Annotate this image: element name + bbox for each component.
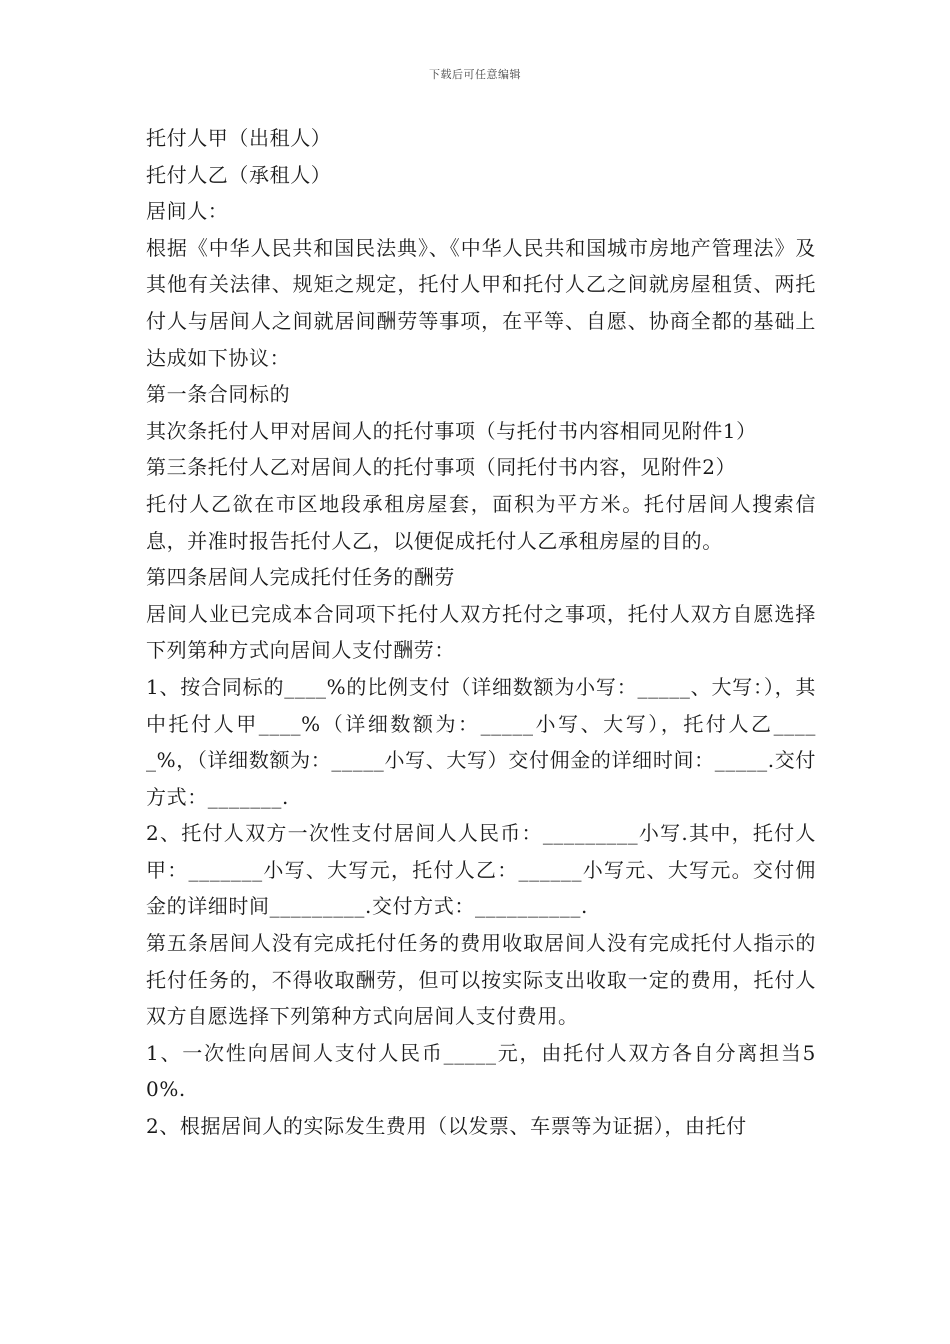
paragraph-party-b: 托付人乙（承租人）: [146, 162, 332, 187]
paragraph-preamble: 根据《中华人民共和国民法典》、《中华人民共和国城市房地产管理法》及其他有关法律、规矩之规定，托付人甲和托付人乙之间就房屋租赁、两托付人与居间人之间就居间酬劳等事项，在平等、自愿、协商全都的基础上达成如下协议：: [146, 235, 816, 370]
heading-article-4: 第四条居间人完成托付任务的酬劳: [146, 565, 455, 590]
heading-article-3: 第三条托付人乙对居间人的托付事项（同托付书内容，见附件2）: [146, 455, 737, 480]
paragraph-party-a: 托付人甲（出租人）: [146, 126, 332, 150]
heading-article-2: 其次条托付人甲对居间人的托付事项（与托付书内容相同见附件1）: [146, 418, 757, 443]
paragraph-article-5: 第五条居间人没有完成托付任务的费用收取居间人没有完成托付人指示的托付任务的，不得收取酬劳，但可以按实际支出收取一定的费用，托付人双方自愿选择下列第种方式向居间人支付费用。: [146, 931, 816, 1029]
page-header: 下载后可任意编辑: [429, 68, 521, 81]
document-body: [146, 120, 816, 1145]
paragraph-article-4-option-2: 2、托付人双方一次性支付居间人人民币：_________小写.其中，托付人甲：_______小写、大写元，托付人乙：______小写元、大写元。交付佣金的详细时间_________.交付方式：__________.: [146, 821, 816, 919]
paragraph-article-5-option-2: 2、根据居间人的实际发生费用（以发票、车票等为证据），由托付: [146, 1114, 747, 1139]
paragraph-article-5-option-1: 1、一次性向居间人支付人民币_____元，由托付人双方各自分离担当50%.: [146, 1040, 816, 1102]
paragraph-article-4-option-1: 1、按合同标的____%的比例支付（详细数额为小写：_____、大写：），其中托付人甲____%（详细数额为：_____小写、大写），托付人乙_____%，（详细数额为：_____小写、大写）交付佣金的详细时间：_____.交付方式：_______.: [146, 674, 816, 809]
paragraph-intermediary: 居间人：: [146, 199, 229, 224]
heading-article-1: 第一条合同标的: [146, 382, 291, 407]
paragraph-article-4-body: 居间人业已完成本合同项下托付人双方托付之事项，托付人双方自愿选择下列第种方式向居间人支付酬劳：: [146, 601, 816, 663]
paragraph-article-3-body: 托付人乙欲在市区地段承租房屋套，面积为平方米。托付居间人搜索信息，并准时报告托付人乙，以便促成托付人乙承租房屋的目的。: [146, 491, 816, 553]
